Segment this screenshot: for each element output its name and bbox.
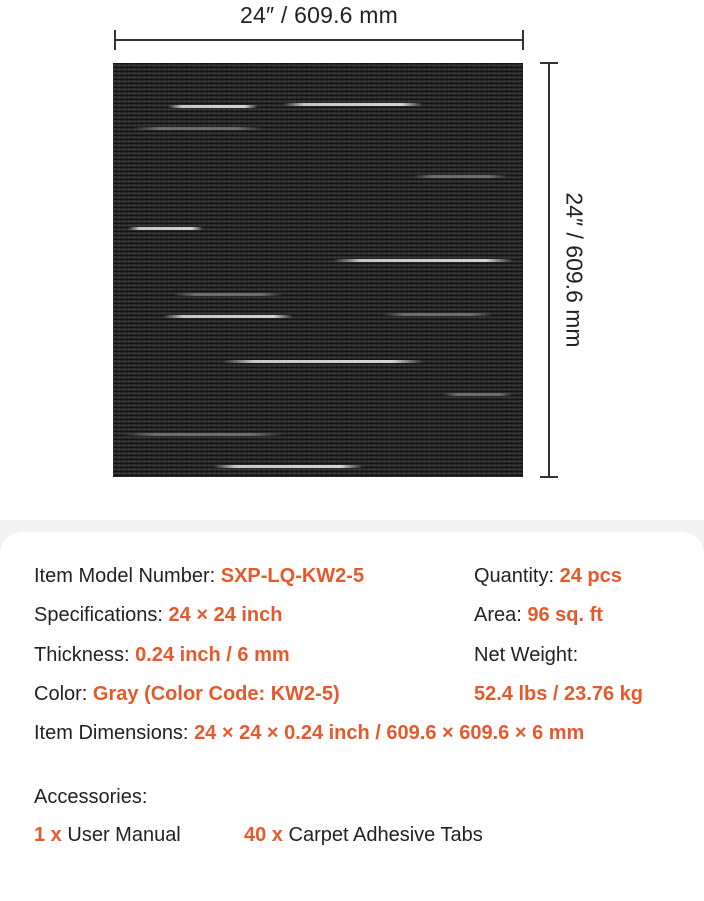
tile-streak	[163, 315, 293, 318]
thickness-label: Thickness:	[34, 644, 130, 666]
tile-streak	[213, 465, 363, 468]
width-dimension-label: 24″ / 609.6 mm	[240, 2, 398, 28]
height-dimension-line	[548, 62, 550, 478]
model-number-value: SXP-LQ-KW2-5	[220, 565, 365, 587]
accessory-name: User Manual	[67, 824, 181, 846]
specifications-row	[34, 604, 283, 627]
tile-streak	[128, 227, 203, 230]
net-weight-label: Net Weight:	[474, 644, 579, 666]
accessory-quantity: 40 x	[244, 824, 283, 846]
color-row	[34, 683, 340, 706]
color-label: Color:	[34, 683, 88, 705]
item-dimensions-label: Item Dimensions:	[34, 722, 189, 744]
tile-streak	[123, 433, 283, 436]
height-dimension-label: 24″ / 609.6 mm	[561, 192, 588, 348]
tile-streak	[383, 313, 493, 316]
area-value: 96 sq. ft	[527, 604, 603, 626]
specifications-label: Specifications:	[34, 604, 163, 626]
thickness-row	[34, 644, 290, 667]
width-dimension-tick-right	[522, 30, 524, 50]
net-weight-label-row	[474, 644, 578, 667]
net-weight-value: 52.4 lbs / 23.76 kg	[474, 683, 643, 705]
height-dimension-tick-bottom	[540, 476, 558, 478]
item-dimensions-value: 24 × 24 × 0.24 inch / 609.6 × 609.6 × 6 mm	[194, 722, 585, 744]
width-dimension-line	[114, 39, 524, 41]
model-number-label: Item Model Number:	[34, 565, 216, 587]
tile-streak	[168, 105, 258, 108]
quantity-row	[474, 565, 622, 588]
tile-streak	[333, 259, 513, 262]
specifications-value: 24 × 24 inch	[168, 604, 283, 626]
accessory-item	[34, 824, 181, 847]
accessory-item	[244, 824, 483, 847]
accessory-quantity: 1 x	[34, 824, 62, 846]
color-value: Gray (Color Code: KW2-5)	[92, 683, 340, 705]
thickness-value: 0.24 inch / 6 mm	[135, 644, 290, 666]
quantity-label: Quantity:	[474, 565, 555, 587]
tile-streak	[173, 293, 283, 296]
carpet-tile-image	[113, 63, 523, 477]
area-row	[474, 604, 603, 627]
quantity-value: 24 pcs	[559, 565, 622, 587]
model-number-row	[34, 565, 364, 588]
tile-streak	[133, 127, 263, 130]
item-dimensions-row	[34, 722, 584, 745]
tile-streak	[413, 175, 508, 178]
tile-streak	[223, 360, 423, 363]
tile-streak	[443, 393, 513, 396]
area-label: Area:	[474, 604, 522, 626]
net-weight-value-row	[474, 683, 643, 706]
specifications-card	[0, 532, 704, 901]
accessories-title: Accessories:	[34, 786, 148, 808]
accessory-name: Carpet Adhesive Tabs	[288, 824, 483, 846]
tile-streak	[283, 103, 423, 106]
